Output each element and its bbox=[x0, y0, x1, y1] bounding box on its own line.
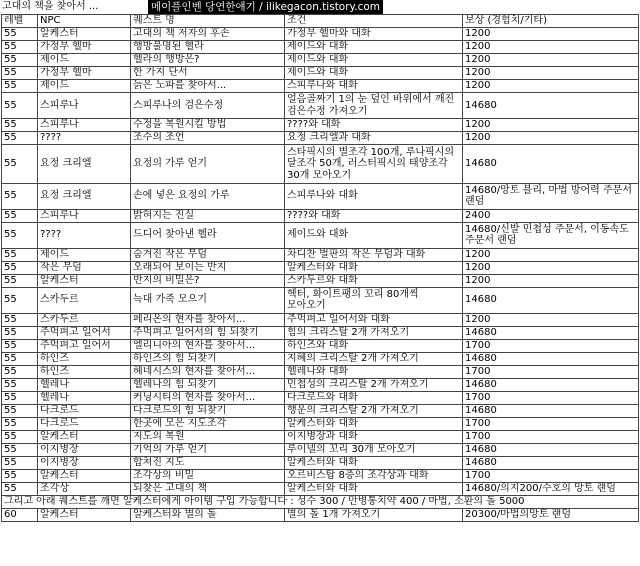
condition-cell: 이지병장과 대화 bbox=[285, 430, 463, 443]
reward-cell: 14680 bbox=[463, 443, 639, 456]
table-row bbox=[2, 430, 639, 443]
quest-name-cell: 합쳐진 지도 bbox=[131, 456, 285, 469]
reward-cell: 14680/망토 블리, 마법 방어력 주문서 랜덤 bbox=[463, 183, 639, 209]
table-row bbox=[2, 222, 639, 248]
reward-cell: 1700 bbox=[463, 391, 639, 404]
quest-name-cell: 숨겨진 작은 무덤 bbox=[131, 248, 285, 261]
condition-cell: 루이넬의 꼬리 30개 모아오기 bbox=[285, 443, 463, 456]
reward-cell: 1700 bbox=[463, 417, 639, 430]
npc-cell: 제이드 bbox=[38, 54, 131, 67]
npc-cell: 다크로드 bbox=[38, 404, 131, 417]
reward-cell: 1700 bbox=[463, 430, 639, 443]
quest-name-cell: 손에 넣은 요정의 가루 bbox=[131, 183, 285, 209]
npc-cell: 요정 크리엘 bbox=[38, 145, 131, 184]
quest-name-cell: 페리온의 현자를 찾아서... bbox=[131, 313, 285, 326]
condition-cell: 알케스터와 대화 bbox=[285, 261, 463, 274]
table-row bbox=[2, 93, 639, 119]
condition-cell: 알케스터와 대화 bbox=[285, 456, 463, 469]
level-cell: 55 bbox=[2, 352, 38, 365]
note-text: 그리고 아래 퀘스트를 깨면 알케스터에게 아이템 구입 가능합니다 : 성수 300 / 만병통치약 400 / 마법, 소환의 돌 5000 bbox=[2, 495, 639, 508]
level-cell: 55 bbox=[2, 93, 38, 119]
quest-name-cell: 요정의 가루 얻기 bbox=[131, 145, 285, 184]
npc-cell: 알케스터 bbox=[38, 28, 131, 41]
npc-cell: 요정 크리엘 bbox=[38, 183, 131, 209]
condition-cell: 알케스터와 대화 bbox=[285, 417, 463, 430]
condition-cell: 힘의 크리스탈 2개 가져오기 bbox=[285, 326, 463, 339]
npc-cell: 작은 무덤 bbox=[38, 261, 131, 274]
quest-name-cell: 주먹펴고 일어서의 힘 되찾기 bbox=[131, 326, 285, 339]
table-row bbox=[2, 339, 639, 352]
level-cell: 55 bbox=[2, 132, 38, 145]
condition-cell: 오르비스탑 8층의 조각상과 대화 bbox=[285, 469, 463, 482]
npc-cell: 가정부 헬마 bbox=[38, 67, 131, 80]
npc-cell: 알케스터 bbox=[38, 430, 131, 443]
reward-cell: 14680 bbox=[463, 456, 639, 469]
npc-cell: 스카두르 bbox=[38, 313, 131, 326]
reward-header: 보상 (경험치/기타) bbox=[463, 15, 639, 28]
condition-cell: 제이드와 대화 bbox=[285, 54, 463, 67]
npc-cell: 헬레나 bbox=[38, 378, 131, 391]
quest-name-header: 퀘스트 명 bbox=[131, 15, 285, 28]
condition-cell: 민첩성의 크리스탈 2개 가져오기 bbox=[285, 378, 463, 391]
level-cell: 55 bbox=[2, 443, 38, 456]
quest-name-cell: 오래되어 보이는 반지 bbox=[131, 261, 285, 274]
table-row bbox=[2, 67, 639, 80]
npc-cell: 하인즈 bbox=[38, 352, 131, 365]
table-header-row bbox=[2, 15, 639, 28]
npc-cell: 스카두르 bbox=[38, 287, 131, 313]
reward-cell: 1200 bbox=[463, 132, 639, 145]
npc-cell: 제이드 bbox=[38, 80, 131, 93]
npc-cell: 다크로드 bbox=[38, 417, 131, 430]
table-row bbox=[2, 417, 639, 430]
condition-cell: 가정부 헬마와 대화 bbox=[285, 28, 463, 41]
table-row bbox=[2, 41, 639, 54]
table-row bbox=[2, 183, 639, 209]
condition-cell: 다크로드와 대화 bbox=[285, 391, 463, 404]
npc-cell: 조각상 bbox=[38, 482, 131, 495]
level-cell: 55 bbox=[2, 222, 38, 248]
table-row bbox=[2, 209, 639, 222]
reward-cell: 1700 bbox=[463, 365, 639, 378]
table-row bbox=[2, 274, 639, 287]
level-cell: 55 bbox=[2, 261, 38, 274]
level-cell: 55 bbox=[2, 67, 38, 80]
reward-cell: 1200 bbox=[463, 80, 639, 93]
npc-cell: 주먹펴고 일어서 bbox=[38, 326, 131, 339]
npc-cell: 스피루나 bbox=[38, 119, 131, 132]
reward-cell: 1200 bbox=[463, 67, 639, 80]
quest-name-cell: 커닝시티의 현자를 찾아서... bbox=[131, 391, 285, 404]
condition-cell: 제이드와 대화 bbox=[285, 41, 463, 54]
condition-cell: 제이드와 대화 bbox=[285, 67, 463, 80]
npc-header: NPC bbox=[38, 15, 131, 28]
condition-header: 조건 bbox=[285, 15, 463, 28]
reward-cell: 1700 bbox=[463, 469, 639, 482]
condition-cell: 제이드와 대화 bbox=[285, 222, 463, 248]
reward-cell: 1200 bbox=[463, 28, 639, 41]
reward-cell: 14680 bbox=[463, 145, 639, 184]
level-cell: 55 bbox=[2, 274, 38, 287]
level-cell: 55 bbox=[2, 378, 38, 391]
level-cell: 55 bbox=[2, 41, 38, 54]
reward-cell: 14680 bbox=[463, 326, 639, 339]
condition-cell: 스피루나와 대화 bbox=[285, 80, 463, 93]
table-row bbox=[2, 287, 639, 313]
quest-table bbox=[1, 14, 639, 522]
table-row bbox=[2, 248, 639, 261]
npc-cell: 가정부 헬마 bbox=[38, 41, 131, 54]
table-row bbox=[2, 365, 639, 378]
reward-cell: 1200 bbox=[463, 54, 639, 67]
table-row bbox=[2, 119, 639, 132]
level-cell: 55 bbox=[2, 183, 38, 209]
condition-cell: 별의 돌 1개 가져오기 bbox=[285, 508, 463, 521]
note-row bbox=[2, 495, 639, 508]
condition-cell: 알케스터와 대화 bbox=[285, 482, 463, 495]
level-cell: 55 bbox=[2, 80, 38, 93]
table-row bbox=[2, 443, 639, 456]
level-cell: 55 bbox=[2, 469, 38, 482]
quest-name-cell: 조수의 조언 bbox=[131, 132, 285, 145]
reward-cell: 1200 bbox=[463, 119, 639, 132]
condition-cell: 차디찬 벌판의 작은 무덤과 대화 bbox=[285, 248, 463, 261]
reward-cell: 1200 bbox=[463, 313, 639, 326]
reward-cell: 1200 bbox=[463, 261, 639, 274]
quest-name-cell: 한 가지 단서 bbox=[131, 67, 285, 80]
quest-name-cell: 반지의 비밀은? bbox=[131, 274, 285, 287]
condition-cell: ????와 대화 bbox=[285, 119, 463, 132]
npc-cell: 알케스터 bbox=[38, 469, 131, 482]
level-cell: 55 bbox=[2, 209, 38, 222]
table-row bbox=[2, 54, 639, 67]
condition-cell: 지혜의 크리스탈 2개 가져오기 bbox=[285, 352, 463, 365]
level-cell: 55 bbox=[2, 326, 38, 339]
quest-name-cell: 헤네시스의 현자를 찾아서... bbox=[131, 365, 285, 378]
condition-cell: 헥터, 화이트팽의 꼬리 80개씩 모아오기 bbox=[285, 287, 463, 313]
quest-name-cell: 고대의 책 저자의 후손 bbox=[131, 28, 285, 41]
npc-cell: 스피루나 bbox=[38, 93, 131, 119]
level-cell: 55 bbox=[2, 248, 38, 261]
reward-cell: 14680/의지200/수호의 망토 랜덤 bbox=[463, 482, 639, 495]
quest-name-cell: 엘리니아의 현자를 찾아서... bbox=[131, 339, 285, 352]
table-row bbox=[2, 28, 639, 41]
npc-cell: 알케스터 bbox=[38, 508, 131, 521]
level-cell: 55 bbox=[2, 391, 38, 404]
condition-cell: 얼음골짜기 1의 눈 덮인 바위에서 깨진 검은수정 가져오기 bbox=[285, 93, 463, 119]
quest-name-cell: 드디어 찾아낸 헬라 bbox=[131, 222, 285, 248]
quest-name-cell: 늑대 가죽 모으기 bbox=[131, 287, 285, 313]
reward-cell: 1700 bbox=[463, 339, 639, 352]
quest-name-cell: 한곳에 모은 지도조각 bbox=[131, 417, 285, 430]
level-cell: 55 bbox=[2, 119, 38, 132]
condition-cell: 헬레나와 대화 bbox=[285, 365, 463, 378]
reward-cell: 14680 bbox=[463, 93, 639, 119]
condition-cell: 주먹펴고 일어서와 대화 bbox=[285, 313, 463, 326]
quest-name-cell: 기억의 가루 얻기 bbox=[131, 443, 285, 456]
table-row bbox=[2, 326, 639, 339]
table-row bbox=[2, 482, 639, 495]
level-header: 레벨 bbox=[2, 15, 38, 28]
condition-cell: 행운의 크리스탈 2개 가져오기 bbox=[285, 404, 463, 417]
table-row bbox=[2, 508, 639, 521]
npc-cell: 스피루나 bbox=[38, 209, 131, 222]
table-row bbox=[2, 378, 639, 391]
table-row bbox=[2, 391, 639, 404]
npc-cell: ???? bbox=[38, 132, 131, 145]
condition-cell: 하인즈와 대화 bbox=[285, 339, 463, 352]
table-row bbox=[2, 145, 639, 184]
level-cell: 55 bbox=[2, 417, 38, 430]
npc-cell: ???? bbox=[38, 222, 131, 248]
level-cell: 55 bbox=[2, 482, 38, 495]
table-row bbox=[2, 313, 639, 326]
quest-name-cell: 조각상의 비밀 bbox=[131, 469, 285, 482]
npc-cell: 헬레나 bbox=[38, 391, 131, 404]
level-cell: 55 bbox=[2, 313, 38, 326]
reward-cell: 14680 bbox=[463, 378, 639, 391]
npc-cell: 이지병장 bbox=[38, 443, 131, 456]
npc-cell: 제이드 bbox=[38, 248, 131, 261]
npc-cell: 이지병장 bbox=[38, 456, 131, 469]
level-cell: 55 bbox=[2, 456, 38, 469]
reward-cell: 1200 bbox=[463, 274, 639, 287]
table-row bbox=[2, 132, 639, 145]
reward-cell: 14680 bbox=[463, 404, 639, 417]
quest-name-cell: 늙은 노파를 찾아서... bbox=[131, 80, 285, 93]
document-title: 고대의 책을 찾아서 ... bbox=[2, 1, 99, 12]
quest-name-cell: 되찾은 고대의 책 bbox=[131, 482, 285, 495]
level-cell: 60 bbox=[2, 508, 38, 521]
level-cell: 55 bbox=[2, 339, 38, 352]
reward-cell: 20300/마법의망토 랜덤 bbox=[463, 508, 639, 521]
level-cell: 55 bbox=[2, 28, 38, 41]
level-cell: 55 bbox=[2, 365, 38, 378]
reward-cell: 1200 bbox=[463, 41, 639, 54]
reward-cell: 1200 bbox=[463, 248, 639, 261]
npc-cell: 알케스터 bbox=[38, 274, 131, 287]
table-row bbox=[2, 261, 639, 274]
quest-name-cell: 밝혀지는 진실 bbox=[131, 209, 285, 222]
condition-cell: 스타픽시의 별조각 100개, 루나픽시의 달조각 50개, 러스터픽시의 태양조각 30개 모아오기 bbox=[285, 145, 463, 184]
quest-name-cell: 스피루나의 검은수정 bbox=[131, 93, 285, 119]
header-bar bbox=[0, 0, 640, 14]
level-cell: 55 bbox=[2, 54, 38, 67]
table-row bbox=[2, 456, 639, 469]
quest-name-cell: 알케스터와 별의 돌 bbox=[131, 508, 285, 521]
condition-cell: 스피루나와 대화 bbox=[285, 183, 463, 209]
condition-cell: 요정 크리엘과 대화 bbox=[285, 132, 463, 145]
level-cell: 55 bbox=[2, 404, 38, 417]
condition-cell: ????와 대화 bbox=[285, 209, 463, 222]
level-cell: 55 bbox=[2, 145, 38, 184]
quest-name-cell: 지도의 복원 bbox=[131, 430, 285, 443]
level-cell: 55 bbox=[2, 287, 38, 313]
level-cell: 55 bbox=[2, 430, 38, 443]
quest-name-cell: 헬레나의 힘 되찾기 bbox=[131, 378, 285, 391]
npc-cell: 주먹펴고 일어서 bbox=[38, 339, 131, 352]
table-row bbox=[2, 80, 639, 93]
quest-name-cell: 하인즈의 힘 되찾기 bbox=[131, 352, 285, 365]
reward-cell: 14680/신발 민첩성 주문서, 이동속도 주문서 랜덤 bbox=[463, 222, 639, 248]
npc-cell: 하인즈 bbox=[38, 365, 131, 378]
condition-cell: 스카두르와 대화 bbox=[285, 274, 463, 287]
reward-cell: 14680 bbox=[463, 352, 639, 365]
quest-name-cell: 다크로드의 힘 되찾기 bbox=[131, 404, 285, 417]
quest-name-cell: 헬라의 행방은? bbox=[131, 54, 285, 67]
table-row bbox=[2, 469, 639, 482]
table-row bbox=[2, 404, 639, 417]
quest-name-cell: 수정을 복원시킬 방법 bbox=[131, 119, 285, 132]
reward-cell: 14680 bbox=[463, 287, 639, 313]
watermark-banner: 메이플인벤 당연한얘기 / ilikegacon.tistory.com bbox=[148, 0, 383, 14]
table-row bbox=[2, 352, 639, 365]
quest-name-cell: 행방불명된 헬라 bbox=[131, 41, 285, 54]
reward-cell: 2400 bbox=[463, 209, 639, 222]
